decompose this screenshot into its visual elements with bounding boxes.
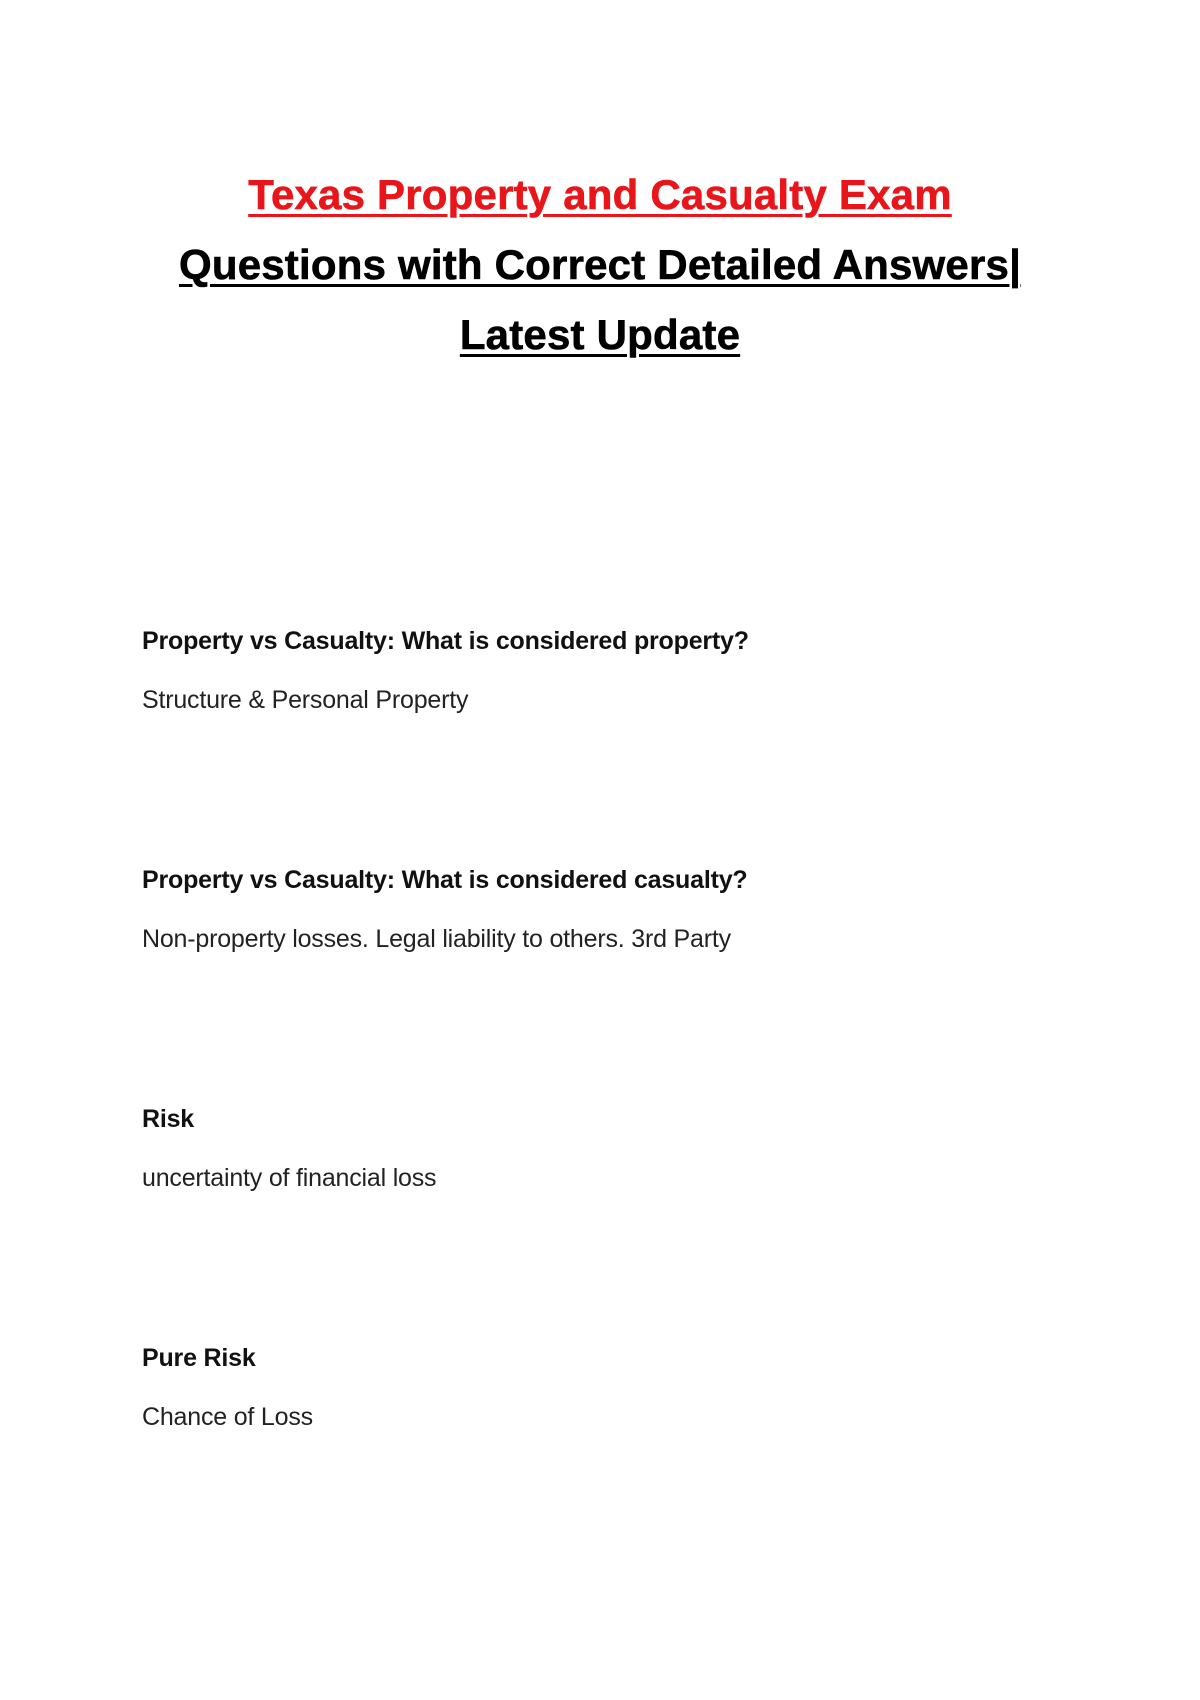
answer-text: uncertainty of financial loss (142, 1164, 437, 1192)
question-text: Property vs Casualty: What is considered property? (142, 627, 749, 655)
document-title (0, 160, 1200, 370)
qa-item (142, 864, 1102, 955)
title-line-2: Questions with Correct Detailed Answers| (178, 241, 1022, 288)
answer-text: Non-property losses. Legal liability to others. 3rd Party (142, 925, 731, 953)
title-line-1: Texas Property and Casualty Exam (248, 171, 952, 218)
answer-text: Structure & Personal Property (142, 686, 469, 714)
title-line-3: Latest Update (459, 311, 741, 358)
question-text: Property vs Casualty: What is considered casualty? (142, 866, 748, 894)
qa-item (142, 1342, 1102, 1433)
qa-item (142, 625, 1102, 716)
question-text: Risk (142, 1105, 195, 1133)
answer-text: Chance of Loss (142, 1403, 313, 1431)
question-text: Pure Risk (142, 1344, 256, 1372)
qa-item (142, 1103, 1102, 1194)
